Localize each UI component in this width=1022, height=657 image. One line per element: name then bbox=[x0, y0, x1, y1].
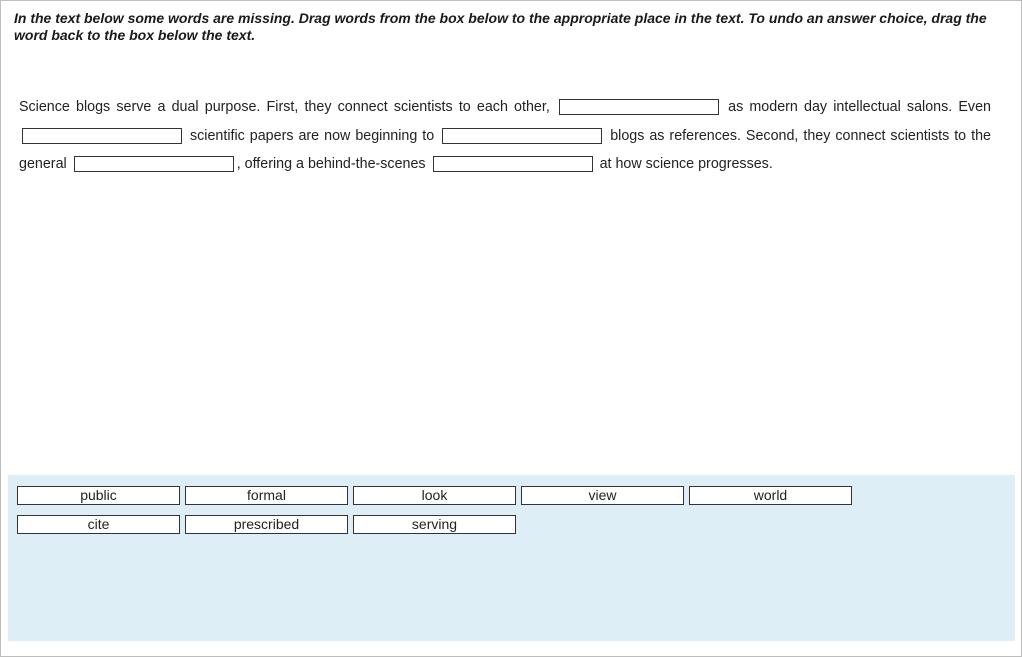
word-chip-public[interactable]: public bbox=[17, 486, 180, 505]
passage-segment: as modern day intellectual salons. Even bbox=[728, 99, 991, 115]
passage-segment: at how science progresses. bbox=[599, 156, 773, 172]
passage-segment: , offering a behind-the-scenes bbox=[236, 156, 426, 172]
word-chip-formal[interactable]: formal bbox=[185, 486, 348, 505]
word-chip-serving[interactable]: serving bbox=[353, 515, 516, 534]
instructions-text: In the text below some words are missing. Drag words from the box below to the appropriate place in the text. To undo an answer choice, drag the word back to the box below the text. bbox=[14, 10, 987, 43]
passage-segment: scientific papers are now beginning to bbox=[189, 127, 435, 144]
word-bank[interactable] bbox=[8, 475, 1015, 641]
word-bank-chips bbox=[17, 486, 867, 544]
word-chip-look[interactable]: look bbox=[353, 486, 516, 505]
word-chip-prescribed[interactable]: prescribed bbox=[185, 515, 348, 534]
blank-drop-target-5[interactable] bbox=[433, 156, 593, 172]
blank-drop-target-3[interactable] bbox=[442, 128, 602, 144]
blank-drop-target-4[interactable] bbox=[74, 156, 234, 172]
word-chip-view[interactable]: view bbox=[521, 486, 684, 505]
word-chip-world[interactable]: world bbox=[689, 486, 852, 505]
blank-drop-target-2[interactable] bbox=[22, 128, 182, 144]
passage bbox=[19, 93, 991, 179]
blank-drop-target-1[interactable] bbox=[559, 99, 719, 115]
passage-segment: Science blogs serve a dual purpose. First, they connect scientists to each other, bbox=[19, 99, 550, 115]
passage-segment: blogs as references. Second, they connect scientists to the general bbox=[19, 127, 991, 172]
word-chip-cite[interactable]: cite bbox=[17, 515, 180, 534]
